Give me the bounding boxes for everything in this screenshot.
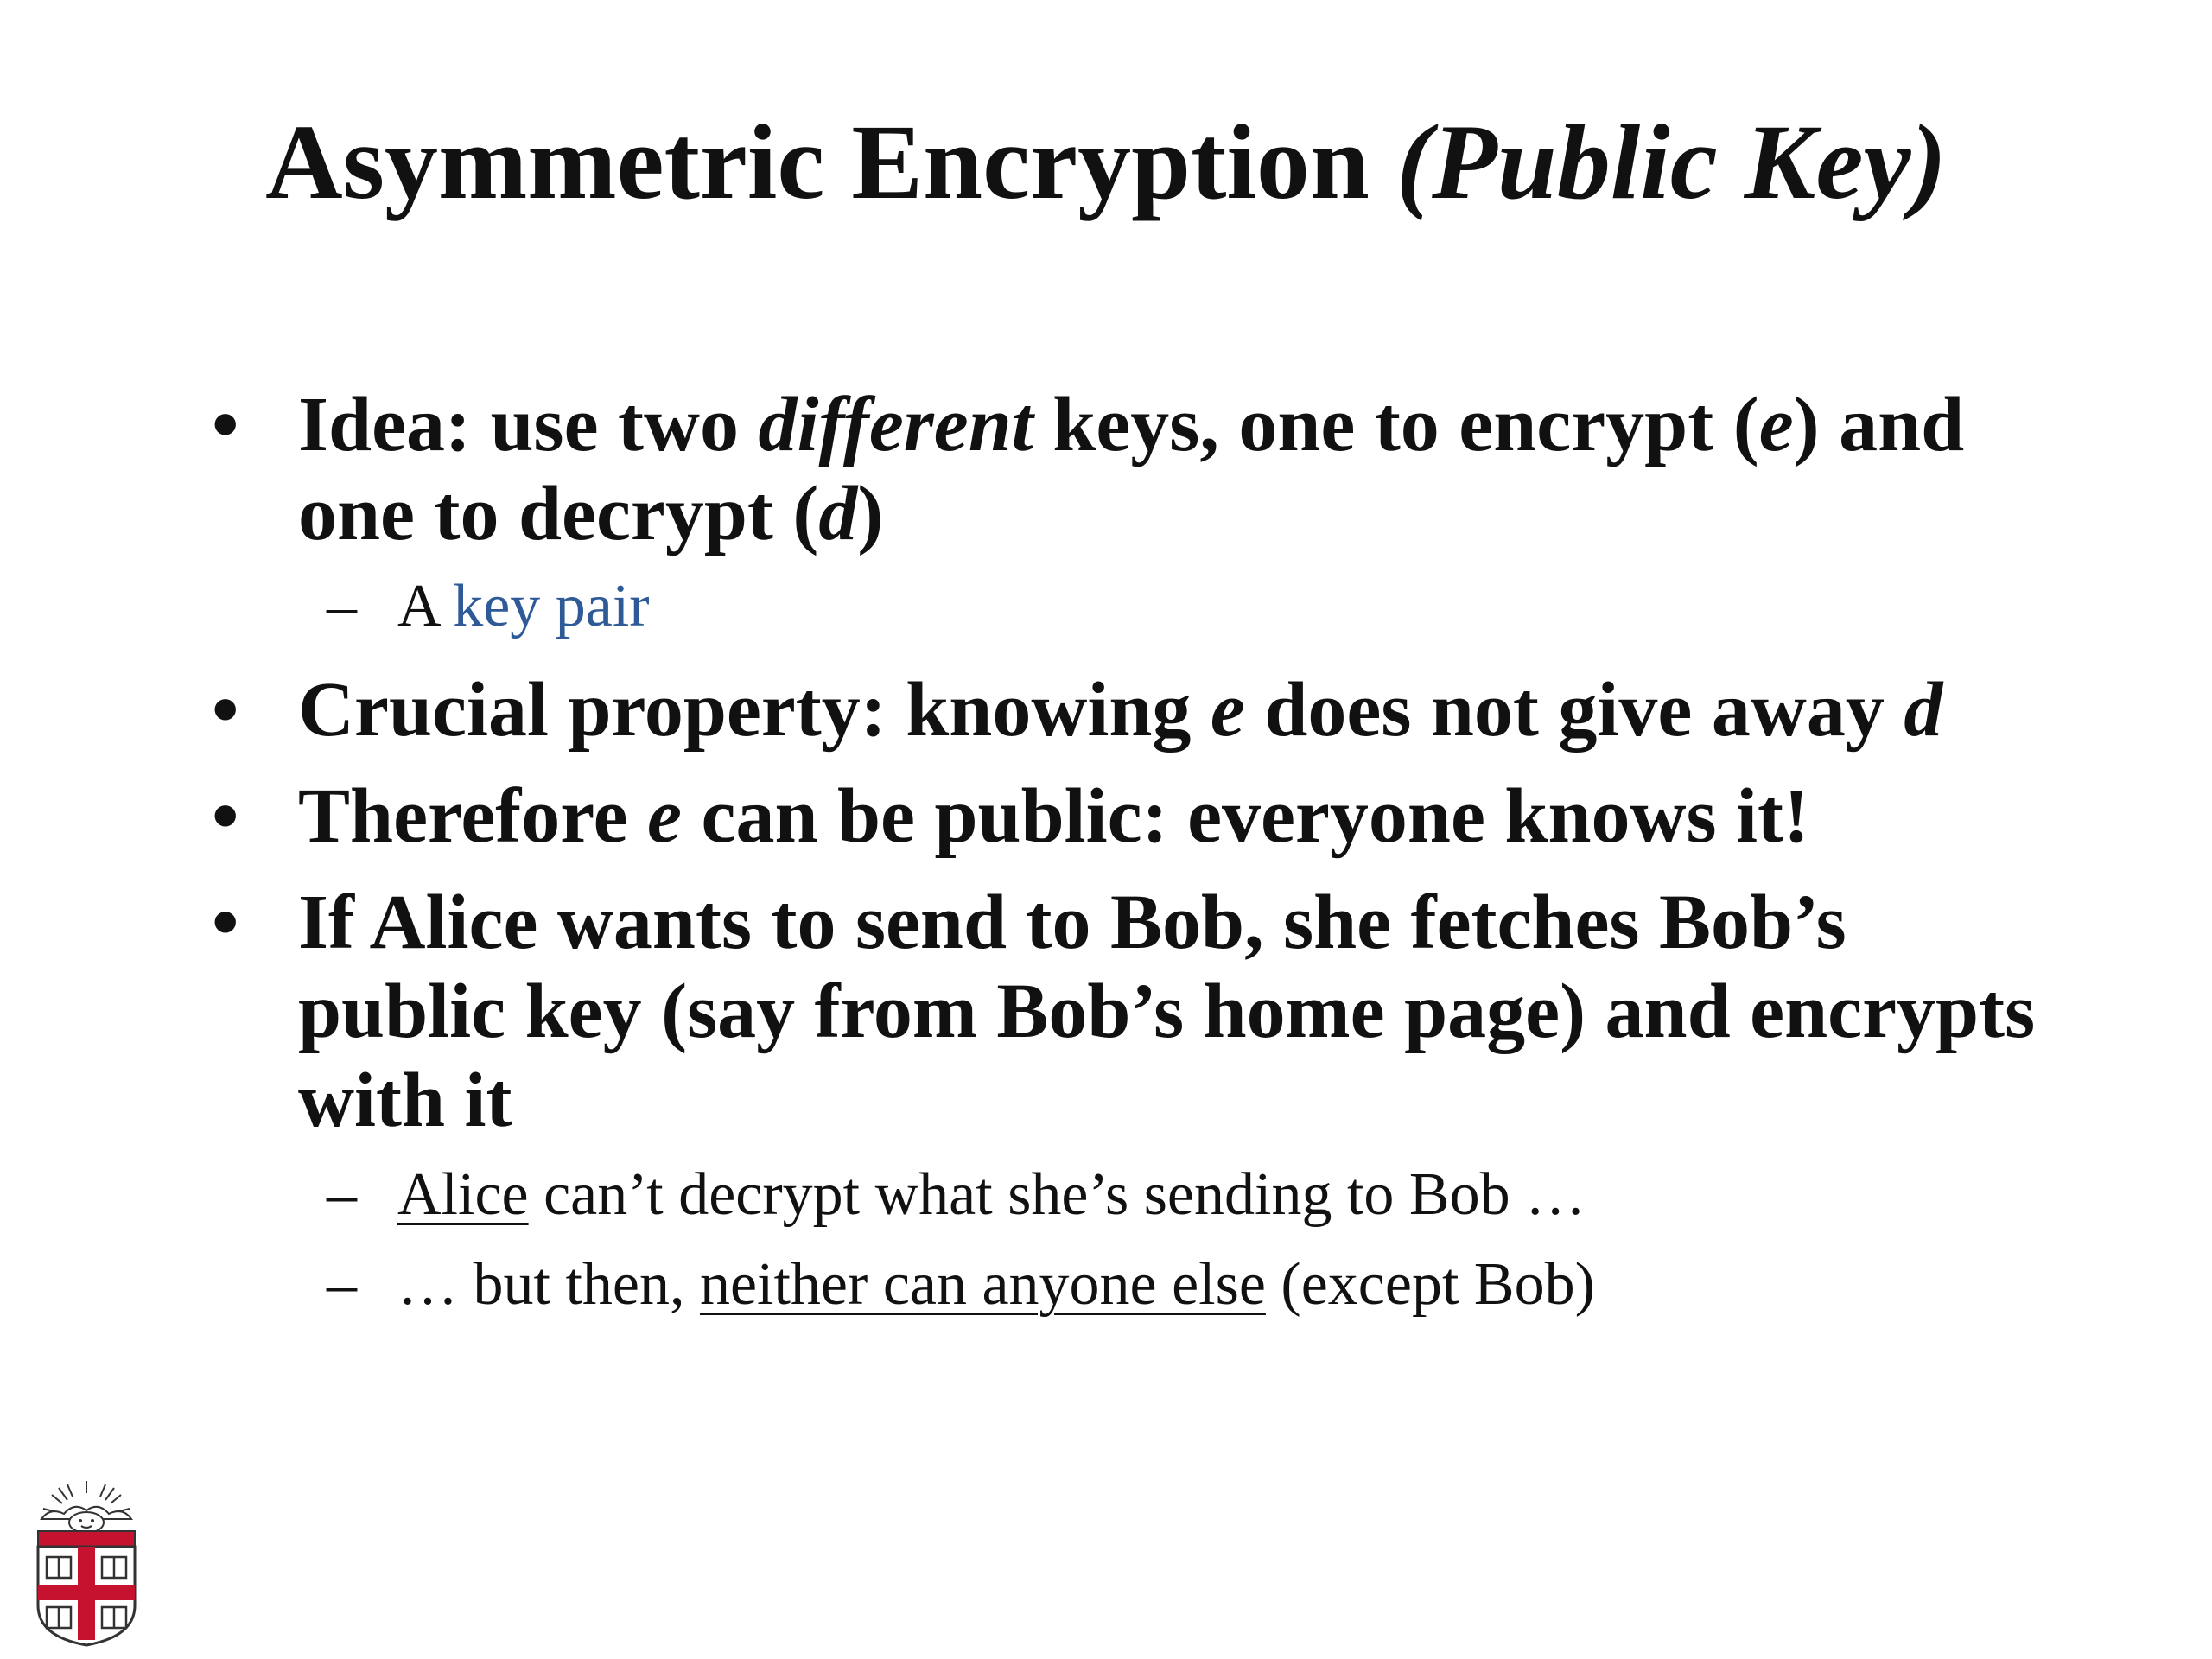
bullet-text: ) xyxy=(857,471,884,556)
bullet-marker: • xyxy=(212,667,239,753)
subbullet-text: … but then, xyxy=(397,1251,700,1318)
key-pair-link[interactable]: key pair xyxy=(453,573,650,639)
bullet-idea xyxy=(212,380,2069,558)
subbullet-marker: – xyxy=(327,1251,357,1318)
bullet-text-italic: e xyxy=(647,773,682,859)
bullet-marker: • xyxy=(212,880,239,965)
subbullet-marker: – xyxy=(327,1161,357,1228)
subbullet-text-underlined: neither can anyone else xyxy=(699,1251,1266,1318)
subbullet-alice-cant-decrypt xyxy=(212,1150,2069,1240)
bullet-text: does not give away xyxy=(1244,667,1904,753)
bullet-marker: • xyxy=(212,382,239,467)
slide-title xyxy=(0,104,2212,221)
bullet-alice-bob xyxy=(212,878,2069,1145)
bullet-text: Idea: use two xyxy=(298,382,759,467)
bullet-text-italic: d xyxy=(818,471,858,556)
bullet-text-italic: different xyxy=(758,382,1033,467)
bullet-text: ) and one to decrypt ( xyxy=(298,382,1965,556)
bullet-text-italic: e xyxy=(1758,382,1794,467)
bullet-text: If Alice wants to send to Bob, she fetches Bob’s public key (say from Bob’s home page) and encrypts with it xyxy=(298,880,2036,1143)
bullet-text-italic: d xyxy=(1904,667,1943,753)
bullet-text-italic: e xyxy=(1210,667,1245,753)
bullet-text: can be public: everyone knows it! xyxy=(682,773,1809,859)
subbullet-neither-can-anyone xyxy=(212,1240,2069,1330)
slide-content xyxy=(212,380,2069,1330)
bullet-crucial-property xyxy=(212,665,2069,754)
subbullet-text: (except Bob) xyxy=(1265,1251,1595,1318)
subbullet-text: can’t decrypt what she’s sending to Bob … xyxy=(528,1161,1586,1228)
subbullet-text-underlined: Alice xyxy=(397,1161,529,1228)
bullet-therefore xyxy=(212,772,2069,861)
bullet-text: Crucial property: knowing xyxy=(298,667,1211,753)
title-italic: (Public Key) xyxy=(1395,103,1947,221)
subbullet-text: A xyxy=(397,573,454,639)
subbullet-marker: – xyxy=(327,573,357,639)
bullet-marker: • xyxy=(212,773,239,859)
subbullet-key-pair xyxy=(212,562,2069,652)
bullet-text: keys, one to encrypt ( xyxy=(1033,382,1759,467)
university-crest-icon xyxy=(33,1476,140,1649)
bullet-text: Therefore xyxy=(298,773,648,859)
title-main: Asymmetric Encryption xyxy=(265,103,1396,221)
